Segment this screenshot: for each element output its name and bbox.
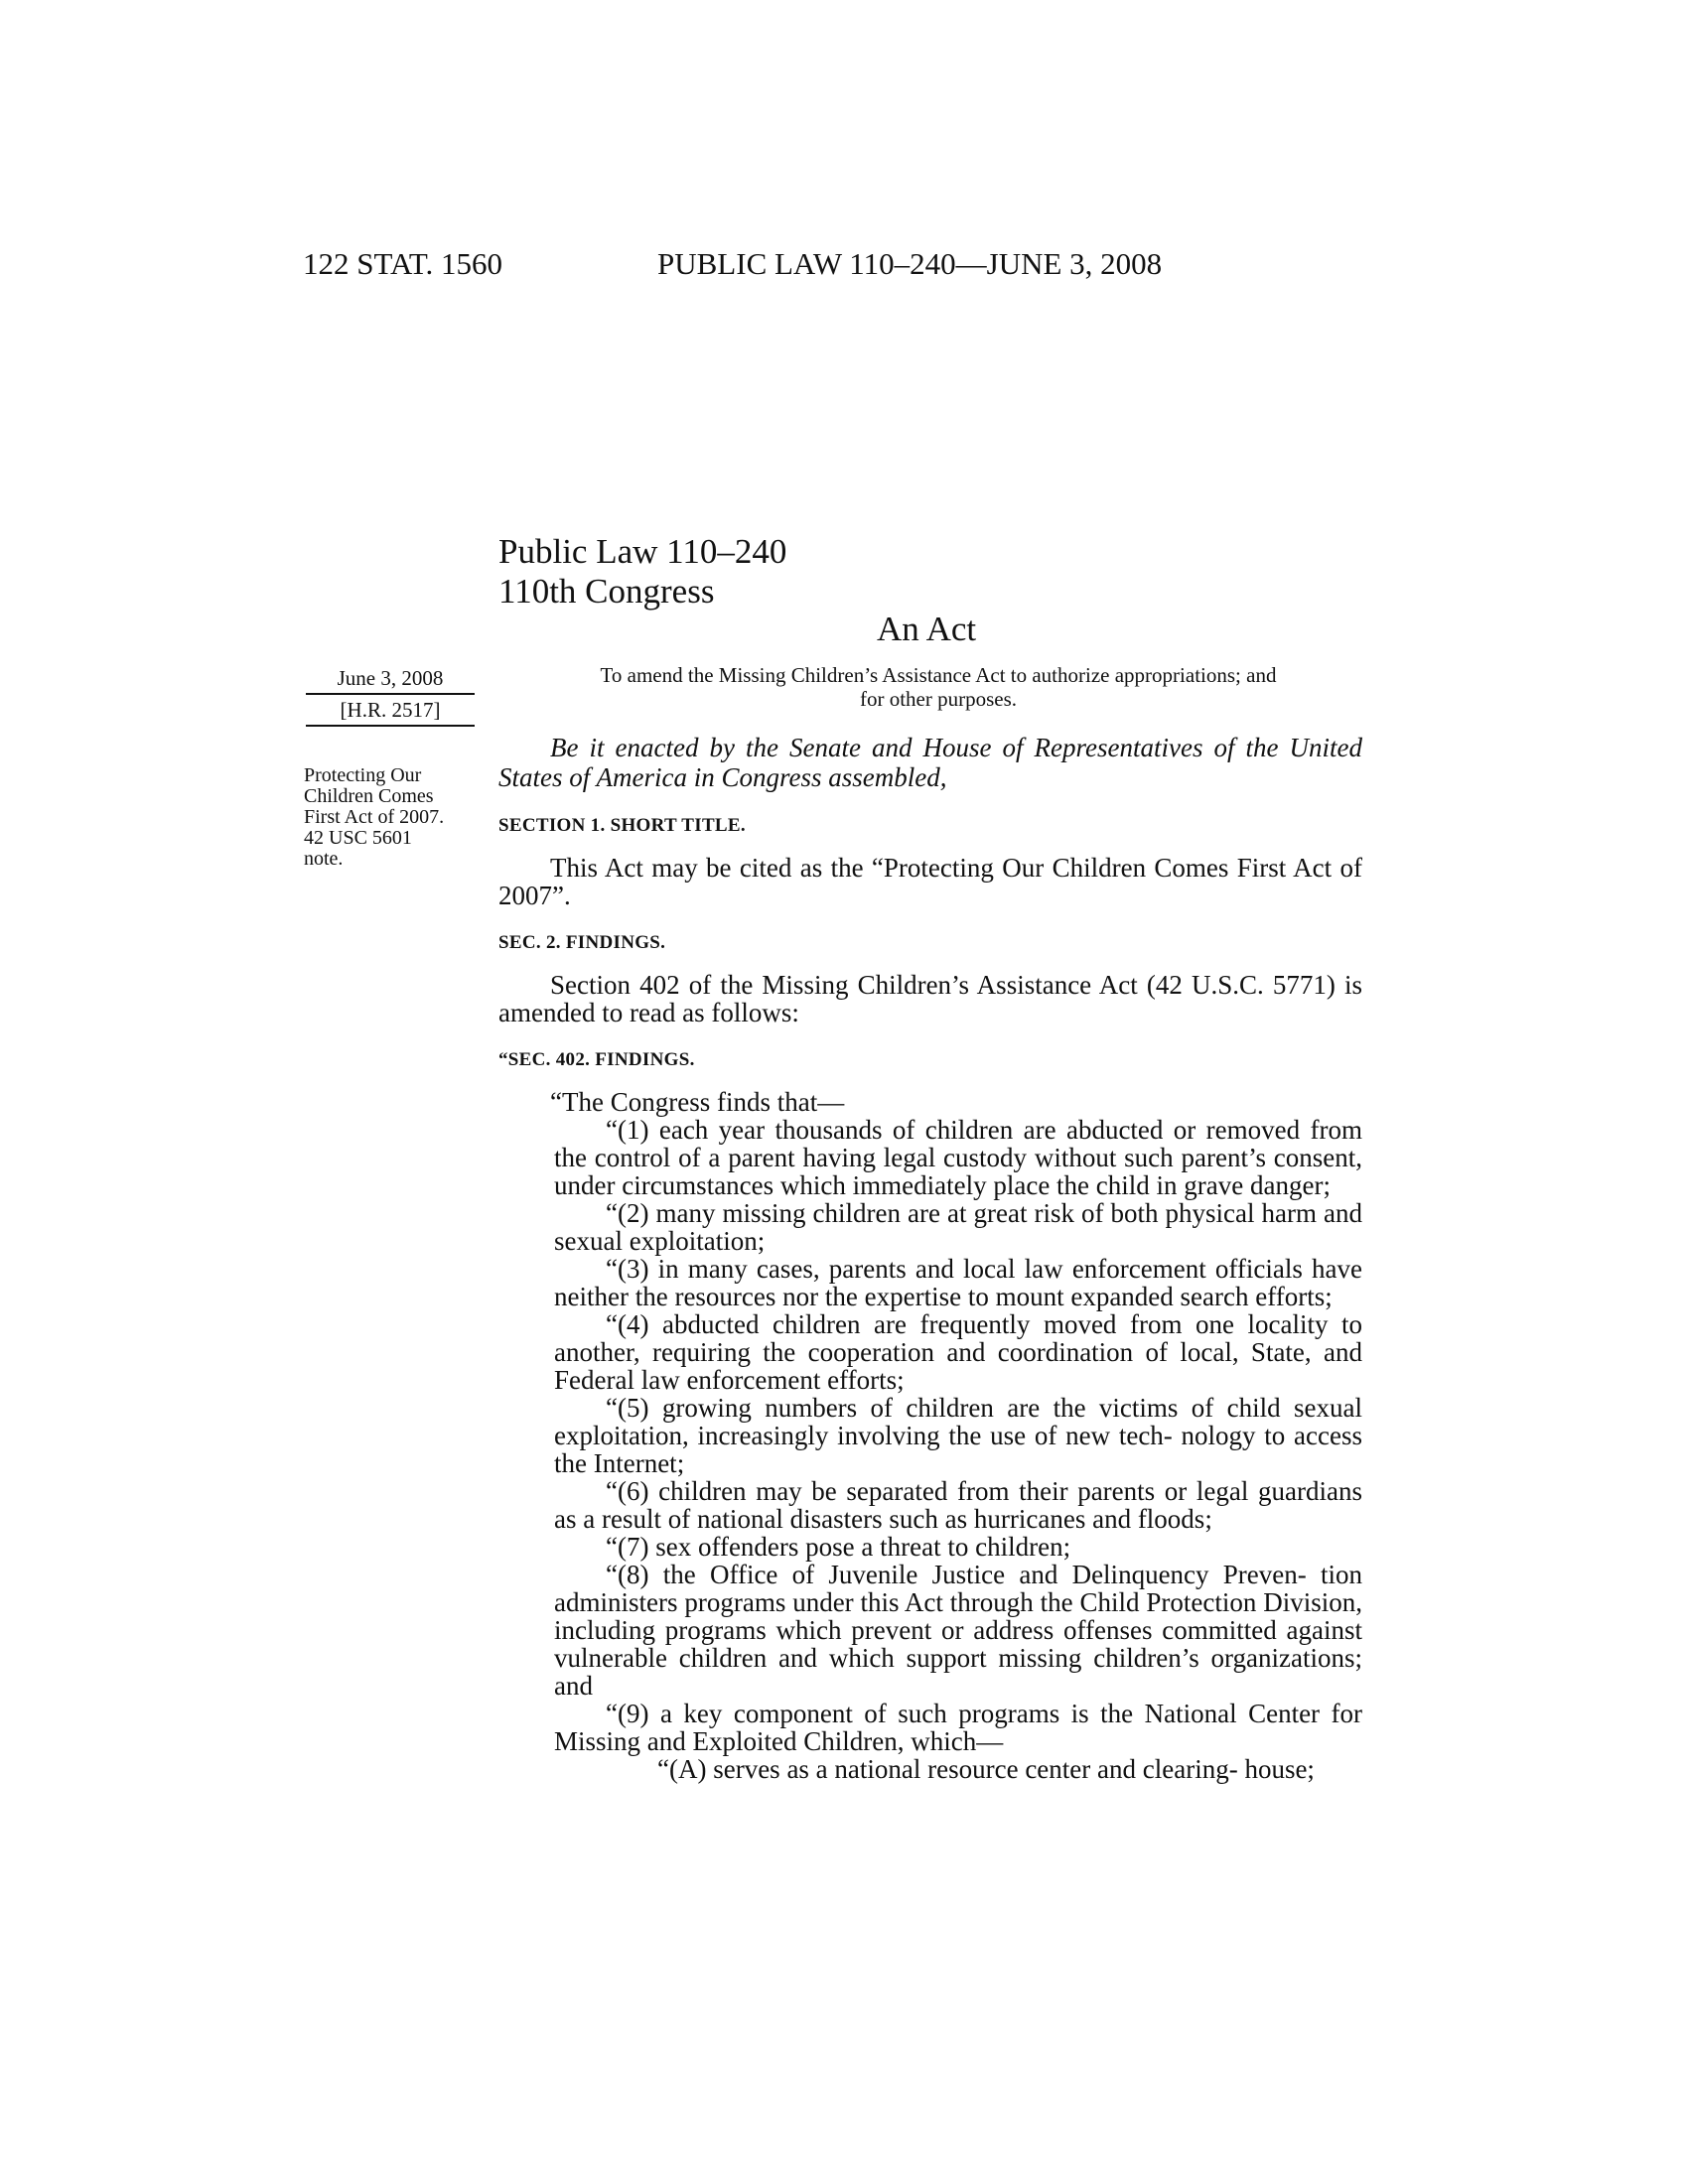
finding-item: “(7) sex offenders pose a threat to children; xyxy=(606,1532,1071,1562)
margin-note-line: note. xyxy=(304,848,344,870)
margin-note-line: Protecting Our xyxy=(304,764,422,786)
finding-item: “(2) many missing children are at great risk of both physical harm and sexual exploitation; xyxy=(554,1198,1362,1256)
congress-number: 110th Congress xyxy=(498,572,715,611)
finding-item: “(8) the Office of Juvenile Justice and Delinquency Preven- tion administers programs under this Act through the Child Protection Division, including programs which prevent or address offenses committed against vulnerable children and which support missing children’s organizations; and xyxy=(554,1560,1362,1701)
section-1-heading: SECTION 1. SHORT TITLE. xyxy=(498,815,746,836)
section-402-heading: “SEC. 402. FINDINGS. xyxy=(498,1049,695,1070)
statute-body xyxy=(498,733,1362,1783)
purpose-line-2: for other purposes. xyxy=(859,687,1018,711)
finding-item: “(3) in many cases, parents and local law enforcement officials have neither the resources nor the expertise to mount expanded search efforts; xyxy=(554,1254,1362,1311)
section-402-intro: “The Congress finds that— xyxy=(550,1087,845,1117)
finding-item: “(9) a key component of such programs is the National Center for Missing and Exploited Children, which— xyxy=(554,1699,1362,1756)
enacting-clause: Be it enacted by the Senate and House of Representatives of the United States of America in Congress assembled, xyxy=(498,733,1362,792)
subfinding-item: “(A) serves as a national resource center and clearing- house; xyxy=(657,1754,1315,1784)
finding-item: “(6) children may be separated from their parents or legal guardians as a result of national disasters such as hurricanes and floods; xyxy=(554,1476,1362,1534)
finding-item: “(4) abducted children are frequently moved from one locality to another, requiring the cooperation and coordination of local, State, and Federal law enforcement efforts; xyxy=(554,1309,1362,1395)
section-1-text: This Act may be cited as the “Protecting Our Children Comes First Act of 2007”. xyxy=(498,853,1362,910)
purpose-statement xyxy=(516,663,1360,711)
subfinding-list xyxy=(498,1755,1362,1783)
purpose-line-1: To amend the Missing Children’s Assistance Act to authorize appropriations; and xyxy=(600,663,1277,687)
bill-divider xyxy=(306,725,475,727)
section-2-text: Section 402 of the Missing Children’s Assistance Act (42 U.S.C. 5771) is amended to read as follows: xyxy=(498,970,1362,1027)
margin-note-line: 42 USC 5601 xyxy=(304,827,412,849)
margin-note-line: Children Comes xyxy=(304,785,434,807)
sidebar-date-box xyxy=(306,663,475,727)
law-title-block xyxy=(498,532,786,612)
margin-note xyxy=(304,765,473,870)
findings-list xyxy=(498,1116,1362,1755)
law-number: Public Law 110–240 xyxy=(498,532,787,571)
section-2-heading: SEC. 2. FINDINGS. xyxy=(498,932,666,953)
bill-number: [H.R. 2517] xyxy=(340,698,441,722)
running-header: PUBLIC LAW 110–240—JUNE 3, 2008 xyxy=(657,246,1163,281)
page-stat-reference: 122 STAT. 1560 xyxy=(303,246,503,281)
act-heading: An Act xyxy=(877,610,977,648)
finding-item: “(5) growing numbers of children are the victims of child sexual exploitation, increasingly involving the use of new tech- nology to access the Internet; xyxy=(554,1393,1362,1478)
margin-note-line: First Act of 2007. xyxy=(304,806,445,828)
finding-item: “(1) each year thousands of children are abducted or removed from the control of a parent having legal custody without such parent’s consent, under circumstances which immediately place the child in grave danger; xyxy=(554,1115,1362,1200)
enactment-date: June 3, 2008 xyxy=(337,666,444,690)
